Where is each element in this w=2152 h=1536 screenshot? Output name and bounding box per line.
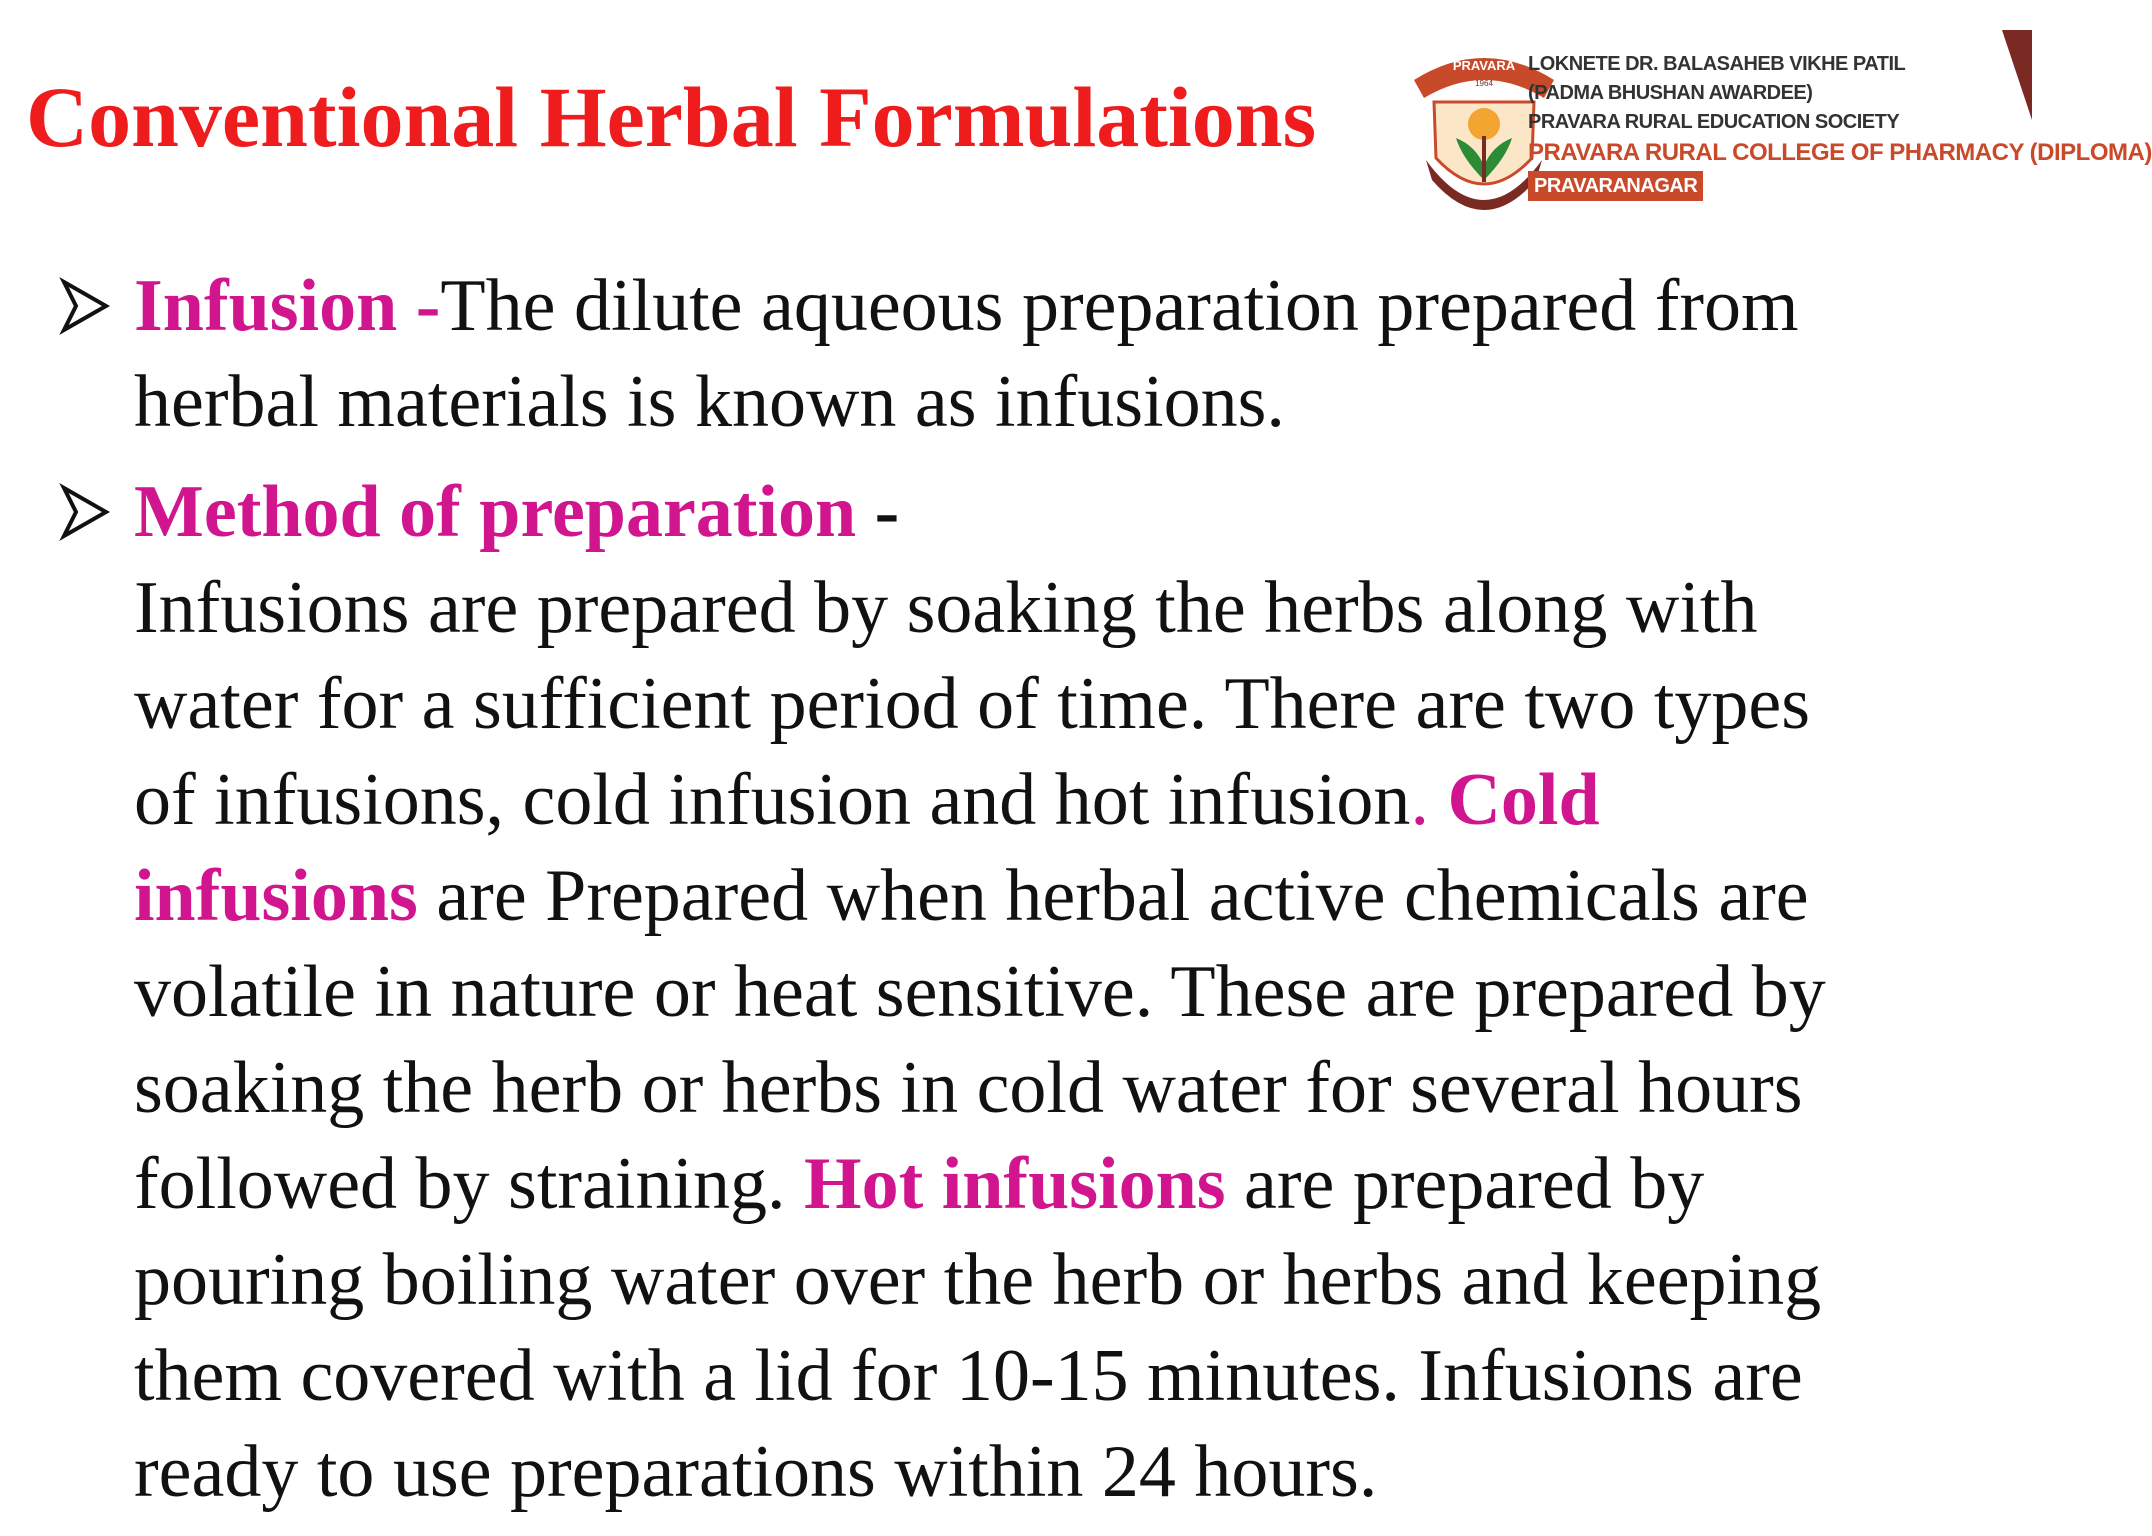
method-line-7-rest: are prepared by xyxy=(1225,1143,1705,1225)
logo-place-badge: PRAVARANAGAR xyxy=(1528,171,1703,201)
infusion-line-1 xyxy=(134,258,2018,354)
infusion-term: Infusion - xyxy=(134,265,441,347)
method-line-8: pouring boiling water over the herb or herbs and keeping xyxy=(134,1239,1822,1321)
slide-content xyxy=(58,258,2018,1520)
emblem-year-text: 1964 xyxy=(1475,79,1493,88)
slide-title: Conventional Herbal Formulations xyxy=(26,69,1317,165)
method-line-7-text: followed by straining. xyxy=(134,1143,805,1225)
method-line-6: soaking the herb or herbs in cold water for several hours xyxy=(134,1047,1803,1129)
method-heading-line xyxy=(134,464,2018,560)
method-line-5: volatile in nature or heat sensitive. These are prepared by xyxy=(134,951,1826,1033)
method-line-3-period: . xyxy=(1410,759,1448,841)
method-line-2: water for a sufficient period of time. There are two types xyxy=(134,663,1811,745)
logo-college-name: PRAVARA RURAL COLLEGE OF PHARMACY (DIPLOMA) xyxy=(1528,139,2152,166)
method-line-1: Infusions are prepared by soaking the herbs along with xyxy=(134,567,1758,649)
method-term-suffix: - xyxy=(856,471,900,553)
method-line-7 xyxy=(134,1136,2018,1232)
logo-line-3: PRAVARA RURAL EDUCATION SOCIETY xyxy=(1528,111,1900,133)
cold-infusions-term-a: Cold xyxy=(1447,759,1600,841)
emblem-sun xyxy=(1468,108,1500,140)
bullet-infusion xyxy=(58,258,2018,450)
infusion-line-2: herbal materials is known as infusions. xyxy=(134,361,1285,443)
method-line-4-text: are Prepared when herbal active chemicals are xyxy=(417,855,1809,937)
logo-text-block xyxy=(1528,50,2152,201)
arrowhead-bullet-icon xyxy=(60,484,110,540)
college-logo xyxy=(1392,30,2152,242)
method-line-3 xyxy=(134,752,2018,848)
logo-line-1: LOKNETE DR. BALASAHEB VIKHE PATIL xyxy=(1528,53,1906,75)
emblem-stem xyxy=(1482,136,1486,182)
method-line-4 xyxy=(134,848,2018,944)
method-line-3-text: of infusions, cold infusion and hot infusion xyxy=(134,759,1411,841)
infusion-definition-start: The dilute aqueous preparation prepared from xyxy=(440,265,1799,347)
cold-infusions-term-b: infusions xyxy=(134,855,418,937)
method-term: Method of preparation xyxy=(134,471,857,553)
emblem-banner-text: PRAVARA xyxy=(1452,58,1516,73)
hot-infusions-term: Hot infusions xyxy=(804,1143,1226,1225)
method-line-10: ready to use preparations within 24 hours. xyxy=(134,1431,1378,1513)
method-line-9: them covered with a lid for 10-15 minutes. Infusions are xyxy=(134,1335,1803,1417)
logo-line-2: (PADMA BHUSHAN AWARDEE) xyxy=(1528,82,1813,104)
bullet-method xyxy=(58,464,2018,1520)
arrowhead-bullet-icon xyxy=(60,278,110,334)
